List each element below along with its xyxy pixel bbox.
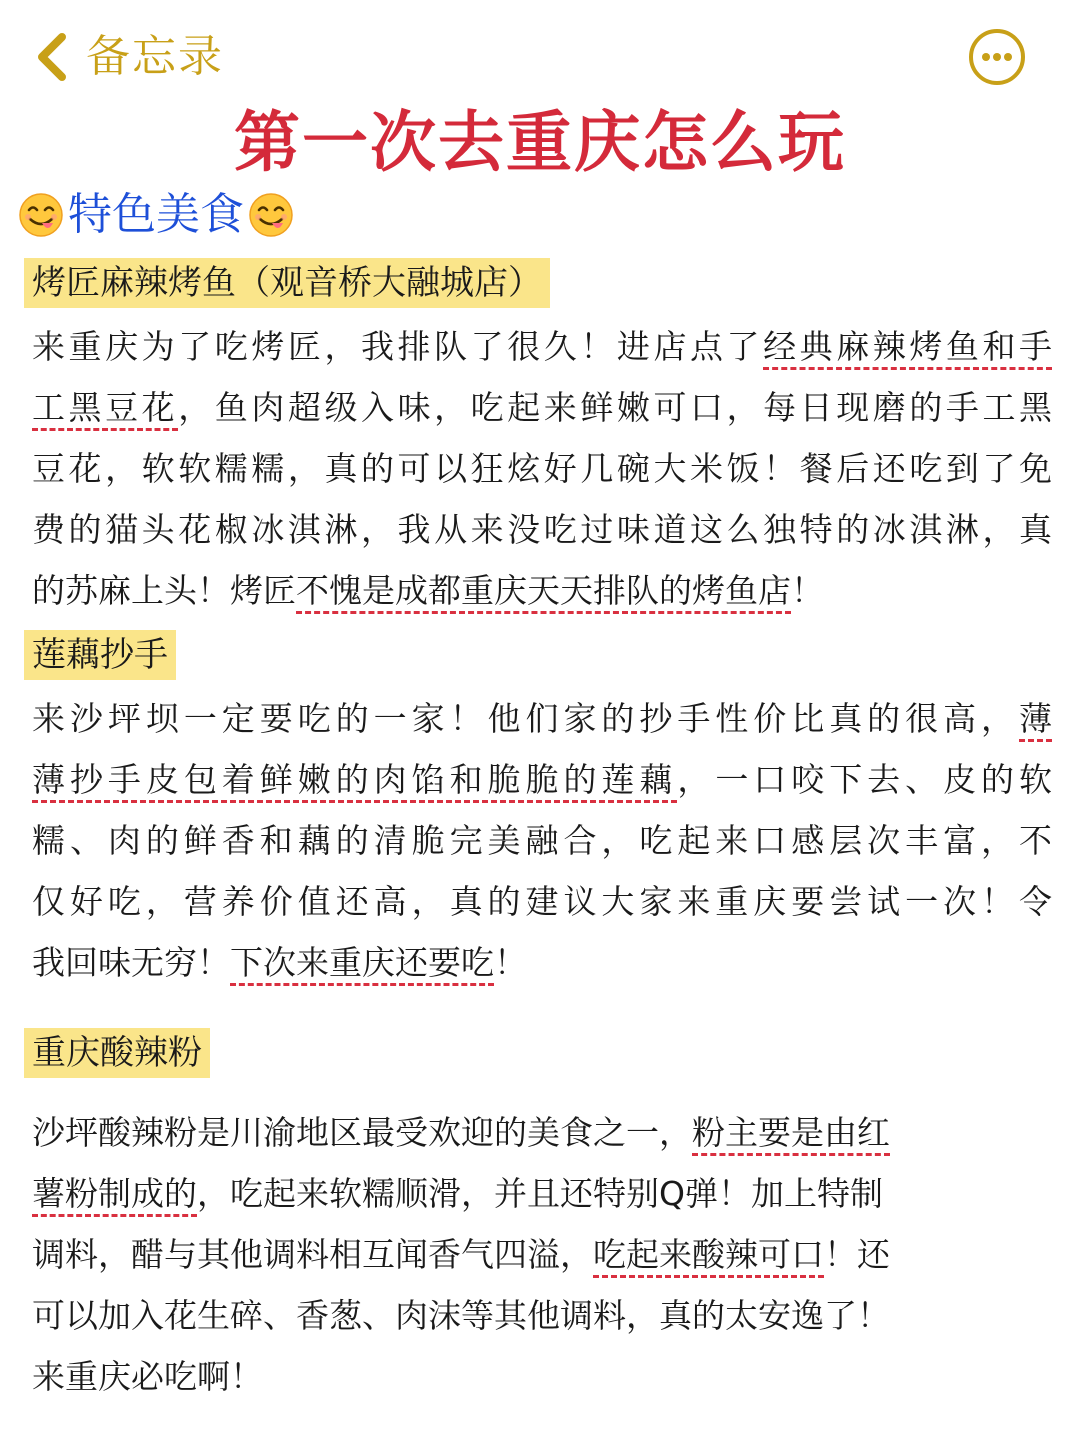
underlined-text: 经典麻辣烤鱼和手: [763, 327, 1052, 370]
restaurant-name: 莲藕抄手: [24, 630, 176, 680]
text-line: [32, 1348, 1052, 1409]
savoring-face-emoji-icon: [18, 192, 64, 238]
savoring-face-emoji-icon: [248, 192, 294, 238]
page-title: 第一次去重庆怎么玩: [234, 104, 846, 181]
text-span: 的苏麻上头！烤匠: [32, 571, 296, 610]
underlined-text: 薄抄手皮包着鲜嫩的肉馅和脆脆的莲藕: [32, 760, 677, 803]
text-line: [32, 1104, 1052, 1165]
restaurant-name: 重庆酸辣粉: [24, 1028, 210, 1078]
restaurant-description: [32, 1104, 1052, 1409]
restaurant-name: 烤匠麻辣烤鱼（观音桥大融城店）: [24, 258, 550, 308]
text-line: [32, 873, 1052, 934]
more-icon: [968, 28, 1026, 86]
underlined-text: 吃起来酸辣可口: [593, 1235, 824, 1278]
section-heading-text: 特色美食: [68, 189, 244, 240]
restaurant-description: [32, 690, 1052, 995]
text-span: 沙坪酸辣粉是川渝地区最受欢迎的美食之一，: [32, 1113, 692, 1152]
underlined-text: 工黑豆花: [32, 388, 178, 431]
restaurant-description: [32, 318, 1052, 623]
text-line: [32, 1226, 1052, 1287]
back-button[interactable]: [28, 22, 224, 92]
text-span: ！还: [824, 1235, 890, 1274]
more-options-button[interactable]: [968, 28, 1026, 86]
text-span: ！: [494, 943, 527, 982]
text-span: 来重庆为了吃烤匠，我排队了很久！进店点了: [32, 327, 764, 366]
text-span: ，吃起来软糯顺滑，并且还特别Q弹！加上特制: [197, 1174, 883, 1213]
underlined-text: 薄: [1019, 699, 1052, 742]
text-span: 豆花，软软糯糯，真的可以狂炫好几碗大米饭！餐后还吃到了免: [32, 449, 1052, 488]
text-line: [32, 751, 1052, 812]
text-span: ，一口咬下去、皮的软: [677, 760, 1053, 799]
text-span: 来沙坪坝一定要吃的一家！他们家的抄手性价比真的很高，: [32, 699, 1019, 738]
text-line: [32, 934, 1052, 995]
text-span: 调料，醋与其他调料相互闻香气四溢，: [32, 1235, 593, 1274]
text-line: [32, 1165, 1052, 1226]
underlined-text: 粉主要是由红: [692, 1113, 890, 1156]
back-label: 备忘录: [86, 31, 224, 82]
underlined-text: 薯粉制成的: [32, 1174, 197, 1217]
text-line: [32, 440, 1052, 501]
text-span: 糯、肉的鲜香和藕的清脆完美融合，吃起来口感层次丰富，不: [32, 821, 1052, 860]
underlined-text: 不愧是成都重庆天天排队的烤鱼店: [296, 571, 791, 614]
text-span: ！: [791, 571, 824, 610]
navigation-bar: [0, 0, 1080, 110]
chevron-left-icon: [28, 27, 76, 87]
underlined-text: 下次来重庆还要吃: [230, 943, 494, 986]
text-line: [32, 318, 1052, 379]
text-span: 可以加入花生碎、香葱、肉沫等其他调料，真的太安逸了！: [32, 1296, 890, 1335]
text-line: [32, 1287, 1052, 1348]
text-line: [32, 562, 1052, 623]
text-line: [32, 690, 1052, 751]
text-line: [32, 379, 1052, 440]
text-span: 仅好吃，营养价值还高，真的建议大家来重庆要尝试一次！令: [32, 882, 1052, 921]
text-line: [32, 501, 1052, 562]
text-span: ，鱼肉超级入味，吃起来鲜嫩可口，每日现磨的手工黑: [178, 388, 1053, 427]
text-span: 来重庆必吃啊！: [32, 1357, 263, 1396]
text-span: 我回味无穷！: [32, 943, 230, 982]
text-line: [32, 812, 1052, 873]
section-heading: [18, 180, 294, 250]
text-span: 费的猫头花椒冰淇淋，我从来没吃过味道这么独特的冰淇淋，真: [32, 510, 1052, 549]
